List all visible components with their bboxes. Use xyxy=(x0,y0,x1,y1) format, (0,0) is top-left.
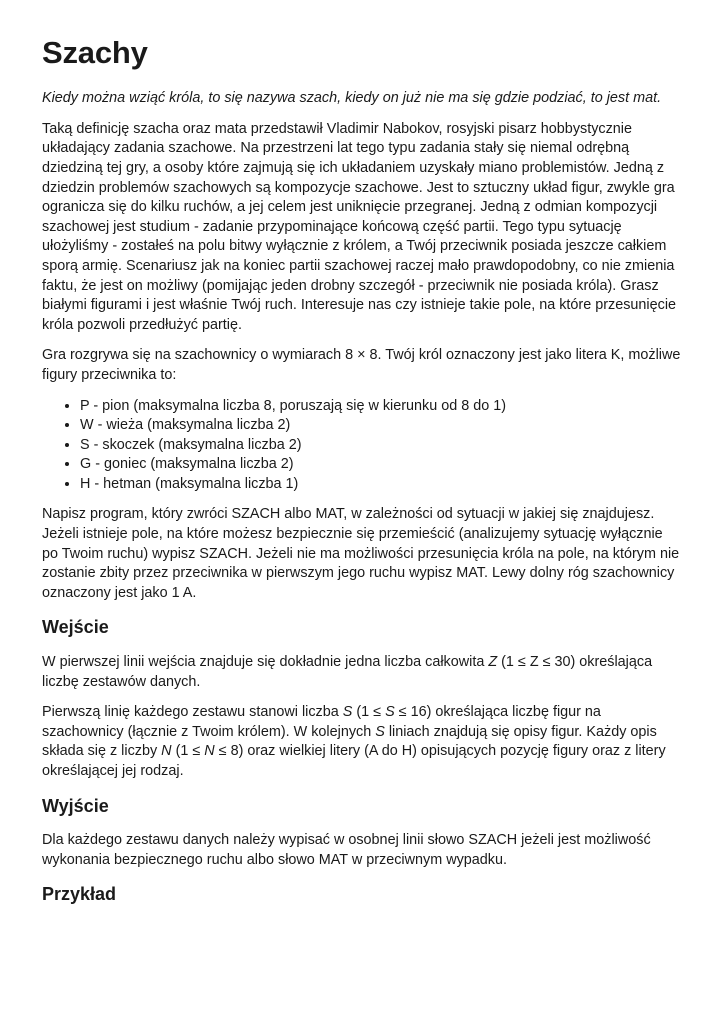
variable-z: Z xyxy=(488,654,498,671)
output-paragraph: Dla każdego zestawu danych należy wypisać w osobnej linii słowo SZACH jeżeli jest możliwość wykonania bezpiecznego ruchu albo słowo MAT w przeciwnym wypadku. xyxy=(42,832,651,868)
list-item: • S - skoczek (maksymalna liczba 2) xyxy=(80,436,682,456)
input-paragraph-2 xyxy=(42,703,682,781)
task-paragraph: Napisz program, który zwróci SZACH albo MAT, w zależności od sytuacji w jakiej się znajdujesz. Jeżeli istnieje pole, na które możesz bezpiecznie się przemieścić (analizujemy sytuację wyłącznie po Twoim ruchu) wypisz SZACH. Jeżeli nie ma możliwości przesunięcia króla na pole, na którym nie zostanie zbity przez przeciwnika w pierwszym jego ruchu wypisz MAT. Lewy dolny róg szachownicy oznaczony jest jako 1 A. xyxy=(42,506,680,601)
list-item: • G - goniec (maksymalna liczba 2) xyxy=(80,455,682,475)
variable-s: S xyxy=(342,704,353,721)
input-paragraph-1 xyxy=(42,653,682,692)
board-info-paragraph: Gra rozgrywa się na szachownicy o wymiarach 8 × 8. Twój król oznaczony jest jako litera K, możliwe figury przeciwnika to: xyxy=(42,347,681,383)
text-run: liniach znajdują się opisy figur. Każdy opis składa się z liczby xyxy=(42,723,657,760)
variable-s: S xyxy=(385,704,395,721)
text-run: ≤ 8) oraz wielkiej litery (A do H) opisujących pozycję figury oraz z litery określającej jej rodzaj. xyxy=(42,743,666,779)
variable-s: S xyxy=(375,723,385,740)
text-run: W pierwszej linii wejścia znajduje się dokładnie jedna liczba całkowita xyxy=(42,654,489,671)
variable-n: N xyxy=(161,743,172,760)
text-run: ≤ 16) określająca liczbę figur na szachownicy (łącznie z Twoim królem). W kolejnych xyxy=(42,704,601,740)
output-heading: Wyjście xyxy=(42,795,109,816)
list-item: • H - hetman (maksymalna liczba 1) xyxy=(80,475,682,495)
input-heading: Wejście xyxy=(42,617,109,638)
motto-quote: Kiedy można wziąć króla, to się nazywa szach, kiedy on już nie ma się gdzie podziać, to jest mat. xyxy=(42,90,662,107)
text-run: Pierwszą linię każdego zestawu stanowi liczba xyxy=(42,704,343,721)
text-run: (1 ≤ xyxy=(171,743,205,760)
text-run: (1 ≤ xyxy=(352,704,386,721)
page-title: Szachy xyxy=(42,35,148,70)
example-heading: Przykład xyxy=(42,884,117,905)
intro-paragraph: Taką definicję szacha oraz mata przedstawił Vladimir Nabokov, rosyjski pisarz hobbystycznie układający zadania szachowe. Na przestrzeni lat tego typu zadania stały się niemal odrębną dziedziną tej gry, a osoby które zajmują się ich układaniem uzyskały miano problemistów. Jedną z dziedzin problemów szachowych są kompozycje szachowe. Jest to sztuczny układ figur, zwykle gra ogranicza się do kilku ruchów, a jej celem jest uniknięcie przegranej. Jedną z odmian kompozycji szachowej jest studium - zadanie przypominające końcową część partii. Tego typu sytuację ułożyliśmy - zostałeś na polu bitwy wyłącznie z królem, a Twój przeciwnik posiada jeszcze całkiem sporą armię. Scenariusz jak na koniec partii szachowej raczej mało prawdopodobny, co nie zmienia faktu, że jest on możliwy (pomijając jeden drobny szczegół - przeciwnik nie posiada króla). Grasz białymi figurami i jest właśnie Twój ruch. Interesuje nas czy istnieje takie pole, na które przesunięcie króla pozwoli przedłużyć partię. xyxy=(42,120,677,333)
list-item: • P - pion (maksymalna liczba 8, poruszają się w kierunku od 8 do 1) xyxy=(80,397,682,417)
variable-n: N xyxy=(204,743,215,760)
text-run: (1 ≤ Z ≤ 30) określająca liczbę zestawów danych. xyxy=(42,654,653,690)
list-item: • W - wieża (maksymalna liczba 2) xyxy=(80,416,682,436)
pieces-list xyxy=(42,397,682,495)
